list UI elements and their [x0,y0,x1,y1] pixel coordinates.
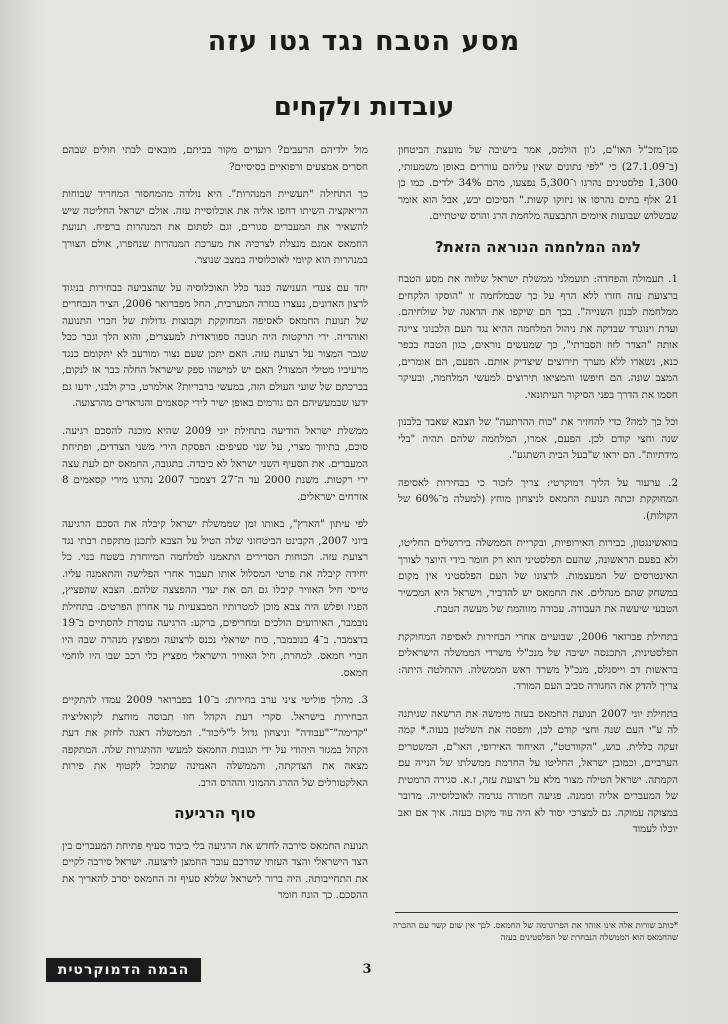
paragraph: מול ילדיהם הרעבים? רועדים מקור בביתם, מובאים לבתי חולים שבהם חסרים אמצעים ורפואיים בסיסיים? [62,144,368,173]
paragraph: ממשלת ישראל הודיעה בתחילת יוני 2009 שהיא מוכנה להסכם רגיעה. סוכם, בתיווך מצרי, על שני סעיפים: הפסקת הירי משני הצדדים, ופתיחת המעברים. את הסעיף השני ישראל לא כיבדה. בתגובה, החמאס יזם לעת עצה ירי רקטות. משנת 2000 עד ה־27 דצמבר 2007 נהרגו מירי קסאמים 8 אזרחים ישראלים. [62,424,368,503]
paragraph: לפי עיתון "הארץ", באותו זמן שממשלת ישראל קיבלה את הסכם הרגיעה ביוני 2007, הקבינט הביטחוני שלה הטיל על הצבא לתכנן מתקפת רבתי נגד רצועת עזה. הכוחות הסדירים התאמנו למלחמה המיוחדת בשטח בנוי. כל יחידה קיבלה את פרטי המסלול אותו תעבור אחרי הפלישה והתאמנה עליו. טייסי חיל האוויר קיבלו גם הם את יעדי ההפצצה שלהם. הצבא שהפציץ, הפגיז ופלש היה צבא מוכן למטרותיו המבצעיות עד אחרון הפרטים. בתחילת נובמבר, האירועים הולכים ומחריפים, ברקע: הרגיעה עומדת להסתיים ב־19 בדצמבר. ב־4 בנובמבר, כוח ישראלי נכנס לרצועה ומפוצץ מנהרה שבה היו חברי חמאס. למחרת, חיל האוויר הישראלי מפציץ כלי רכב שבו היו לוחמי חמאס. [62,518,368,679]
paragraph: 1. תעמולה והפחדה: תועמלני ממשלת ישראל שלווה את מסע הטבח ברצועת עזה חזרו ללא הרף על כך שבמלחמה זו "הוסקו הלקחים ממלחמת לבנון השנייה". בכך הם שיקפו את הדאגה של שולחיהם. ועדת וינוגרד שבדקה את ניהול המלחמה ההיא נגד העם הלבנוני צייגה אותה "הצדר לזוז הסברתי", כך שמעשים נוראים, כגון הטבח בכפר כנא, נשארו ללא מערך תירוצים שיצדיק אותם. הפעם, הם אומרים, המצב שונה. הם חיפשו והמציאו תירוצים למעשי המלחמה, ובעיקר חסמו את הדרך בפני הסיקור העיתונאי. [398,273,678,401]
paragraph: סגן־מזכ"ל האו"ם, ג'ון הולמס, אמר בישיבה של מועצת הביטחון (ב־27.1.09) כי "לפי נתונים שאין עליהם עוררים באופן משמעותי, 1,300 פלסטינים נהרגו ו־5,300 נפצעו, מהם 34% ילדים. כמו כן 21 אלף בתים נהרסו או ניזוקו קשות." הסיכום יבש, אבל הוא אומר שבשלוש שבועות איומים התבצעה מלחמת הרג והרס שיטתיים. [398,144,678,222]
paragraph: 2. ערעור על הליך דמוקרטי: צריך לזכור כי בבחירות לאסיפה המחוקקת זכתה תנועת החמאס לניצחון מוחץ (למעלה מ־60% של הקולות). [398,476,678,522]
paragraph: תנועת החמאס סירבה לחדש את הרגיעה בלי כיבוד סעיף פתיחת המעברים בין הצד הישראלי והצד העזתי שדרכם עובר החמצן לרצועה. ישראל סירבה לקיים את התחייבותה. היה ברור לישראל שללא סעיף זה החמאס יסרב להאריך את ההסכם. כך הונח חומר [62,839,368,901]
footnote-divider [395,912,678,913]
article-subtitle: עובדות ולקחים [273,92,455,122]
section-heading: למה המלחמה הנוראה הזאת? [434,237,642,256]
section-heading: סוף הרגיעה [174,804,256,822]
paragraph: וכל כך למה? כדי להחזיר את "כוח ההרתעה" של הצבא שאבד בלבנון שנה וחצי קודם לכן. הפעם, אמרו, המלחמה שלהם תהיה "בלי מידתיות". הם יראו ש"בעל הבית השתגע". [398,416,678,461]
right-column [398,142,678,849]
paragraph: בתחילת יוני 2007 תנועת החמאס בעזה מימשה את הרשאה שניתנה לה ע"י העם שנה וחצי קודם לכן, ותפסה את השלטון בעזה.* קמה זעקה כללית. בוש, "הקוורטט", האיחוד האירופי, האו"ם, המשטרים הערביים, וכמובן ישראל, החליטו על החרמת ממשלתו של הנייה עם הקמתה. ישראל הטילה מצור מלא על רצועת עזה, ז.א. סגירה הרמטית של המעברים אליה וממנה. פגיעה חמורה נגרמה לאוכלוסייה. מדובר במצוקה עמוקה. גם למצרכי יסוד לא היה עוד מקום בעזה. איך אם ואב יוכלו לעמוד [398,707,678,835]
publication-name: הבמה הדמוקרטית [46,958,201,982]
page-number: 3 [362,962,372,977]
paragraph: כך התחילה "תעשיית המנהרות". היא נולדה מהמחסור המחריד שבוחות הריאקציה השיתו דחפו אליה את אוכלוסיית עזה. אולם ישראל החליטה שיש להשאיר את המעברים סגורים, וגם לסתום את המנהרות ברפיח. תנועת החמאס אמנם מנצלת לצרכיה את מערכת המנהרות שנחפרו, אולם הצורך במנהרות הוא קיומי לאוכלוסיה במצב שנוצר. [62,188,368,266]
footnote: *כותב שורות אלה אינו אוהד את הפרוגרמה של החמאס. לכך אין שום קשר עם ההכרה שהחמאס הוא הממשלה הנבחרת של הפלסטינים בעזה [393,921,678,943]
paragraph: 3. מהלך פוליטי ציני ערב בחירות: ב־10 בפברואר 2009 עמדו להתקיים הבחירות בישראל. סקרי דעת הקהל חזו תבוסה מוחצת לקואליציה "קדימה"־"עבודה" וניצחון גדול ל"ליכוד". הממשלה דאגה לחזק את דעת הקהל במגזר היהודי על ידי תגובות החמאס למעשי ההתגרות שלה. המתקפה מצאה את הצדקתה, והממשלה האמינה שתוכל לקטוף את פירות האלקטורלים של ההרג ההמוני וההרס הרב. [62,694,369,789]
paragraph: בוואשינגטון, בבירות האירופיות, ובקריית הממשלה בירושלים החליטו, ולא בפעם הראשונה, שהעם הפלסטיני הוא רק חומר בידי היוצר לצורך האינטרסים של המעצמות. לרצונו של העם הפלסטיני אין מקום במשחק שהם מנהלים. את החמאס יש להדביר, וישראל היא המכשיר הטבעי שיעשה את העבודה. עבודה מזוהמת של מעשה הטבח. [398,537,678,615]
paragraph: בתחילת פברואר 2006, שבועיים אחרי הבחירות לאסיפה המחוקקת הפלסטינית, התכנסה ישיבה של מנכ"לי משרדי הממשלה הישראלים בראשות דב וייסגלס, מנכ"ל משרד ראש הממשלה. ההחלטה היתה: צריך להדק את החגורה סביב העם המורד. [398,630,678,692]
paragraph: יחד עם צעדי הענישה כנגד כלל האוכלוסיה על שהצביעה בבחירות בניגוד לרצון האדונים, נעצרו בגזרה המערבית, החל מפברואר 2006, הציר הנבחרים של תנועת החמאס לאסיפה המחוקקת וקבוצות גדולות של חברי התנועה ואוהדיה. ירי הרקטות היה תגובה ספוראדית למעצרים, והוא הלך וגבר ככל שגבר המצור על רצועת עזה. האם יתכן שעם נצור ומורעב לא יתקומם כנגד מרעיביו מטילי המצור? האם יש למישהו ספק שישראל החלה כבר אז לנקום, בברכתם של שועי העולם הזה, במעשי ברבריות? אולמרט, ברק ולבני, ידעו גם ידעו שבמעשיהם הם גורמים באופן ישיר לירי קסאמים והגראדים מהרצועה. [62,281,369,409]
article-title: מסע הטבח נגד גטו עזה [207,26,521,57]
left-column [62,142,368,915]
